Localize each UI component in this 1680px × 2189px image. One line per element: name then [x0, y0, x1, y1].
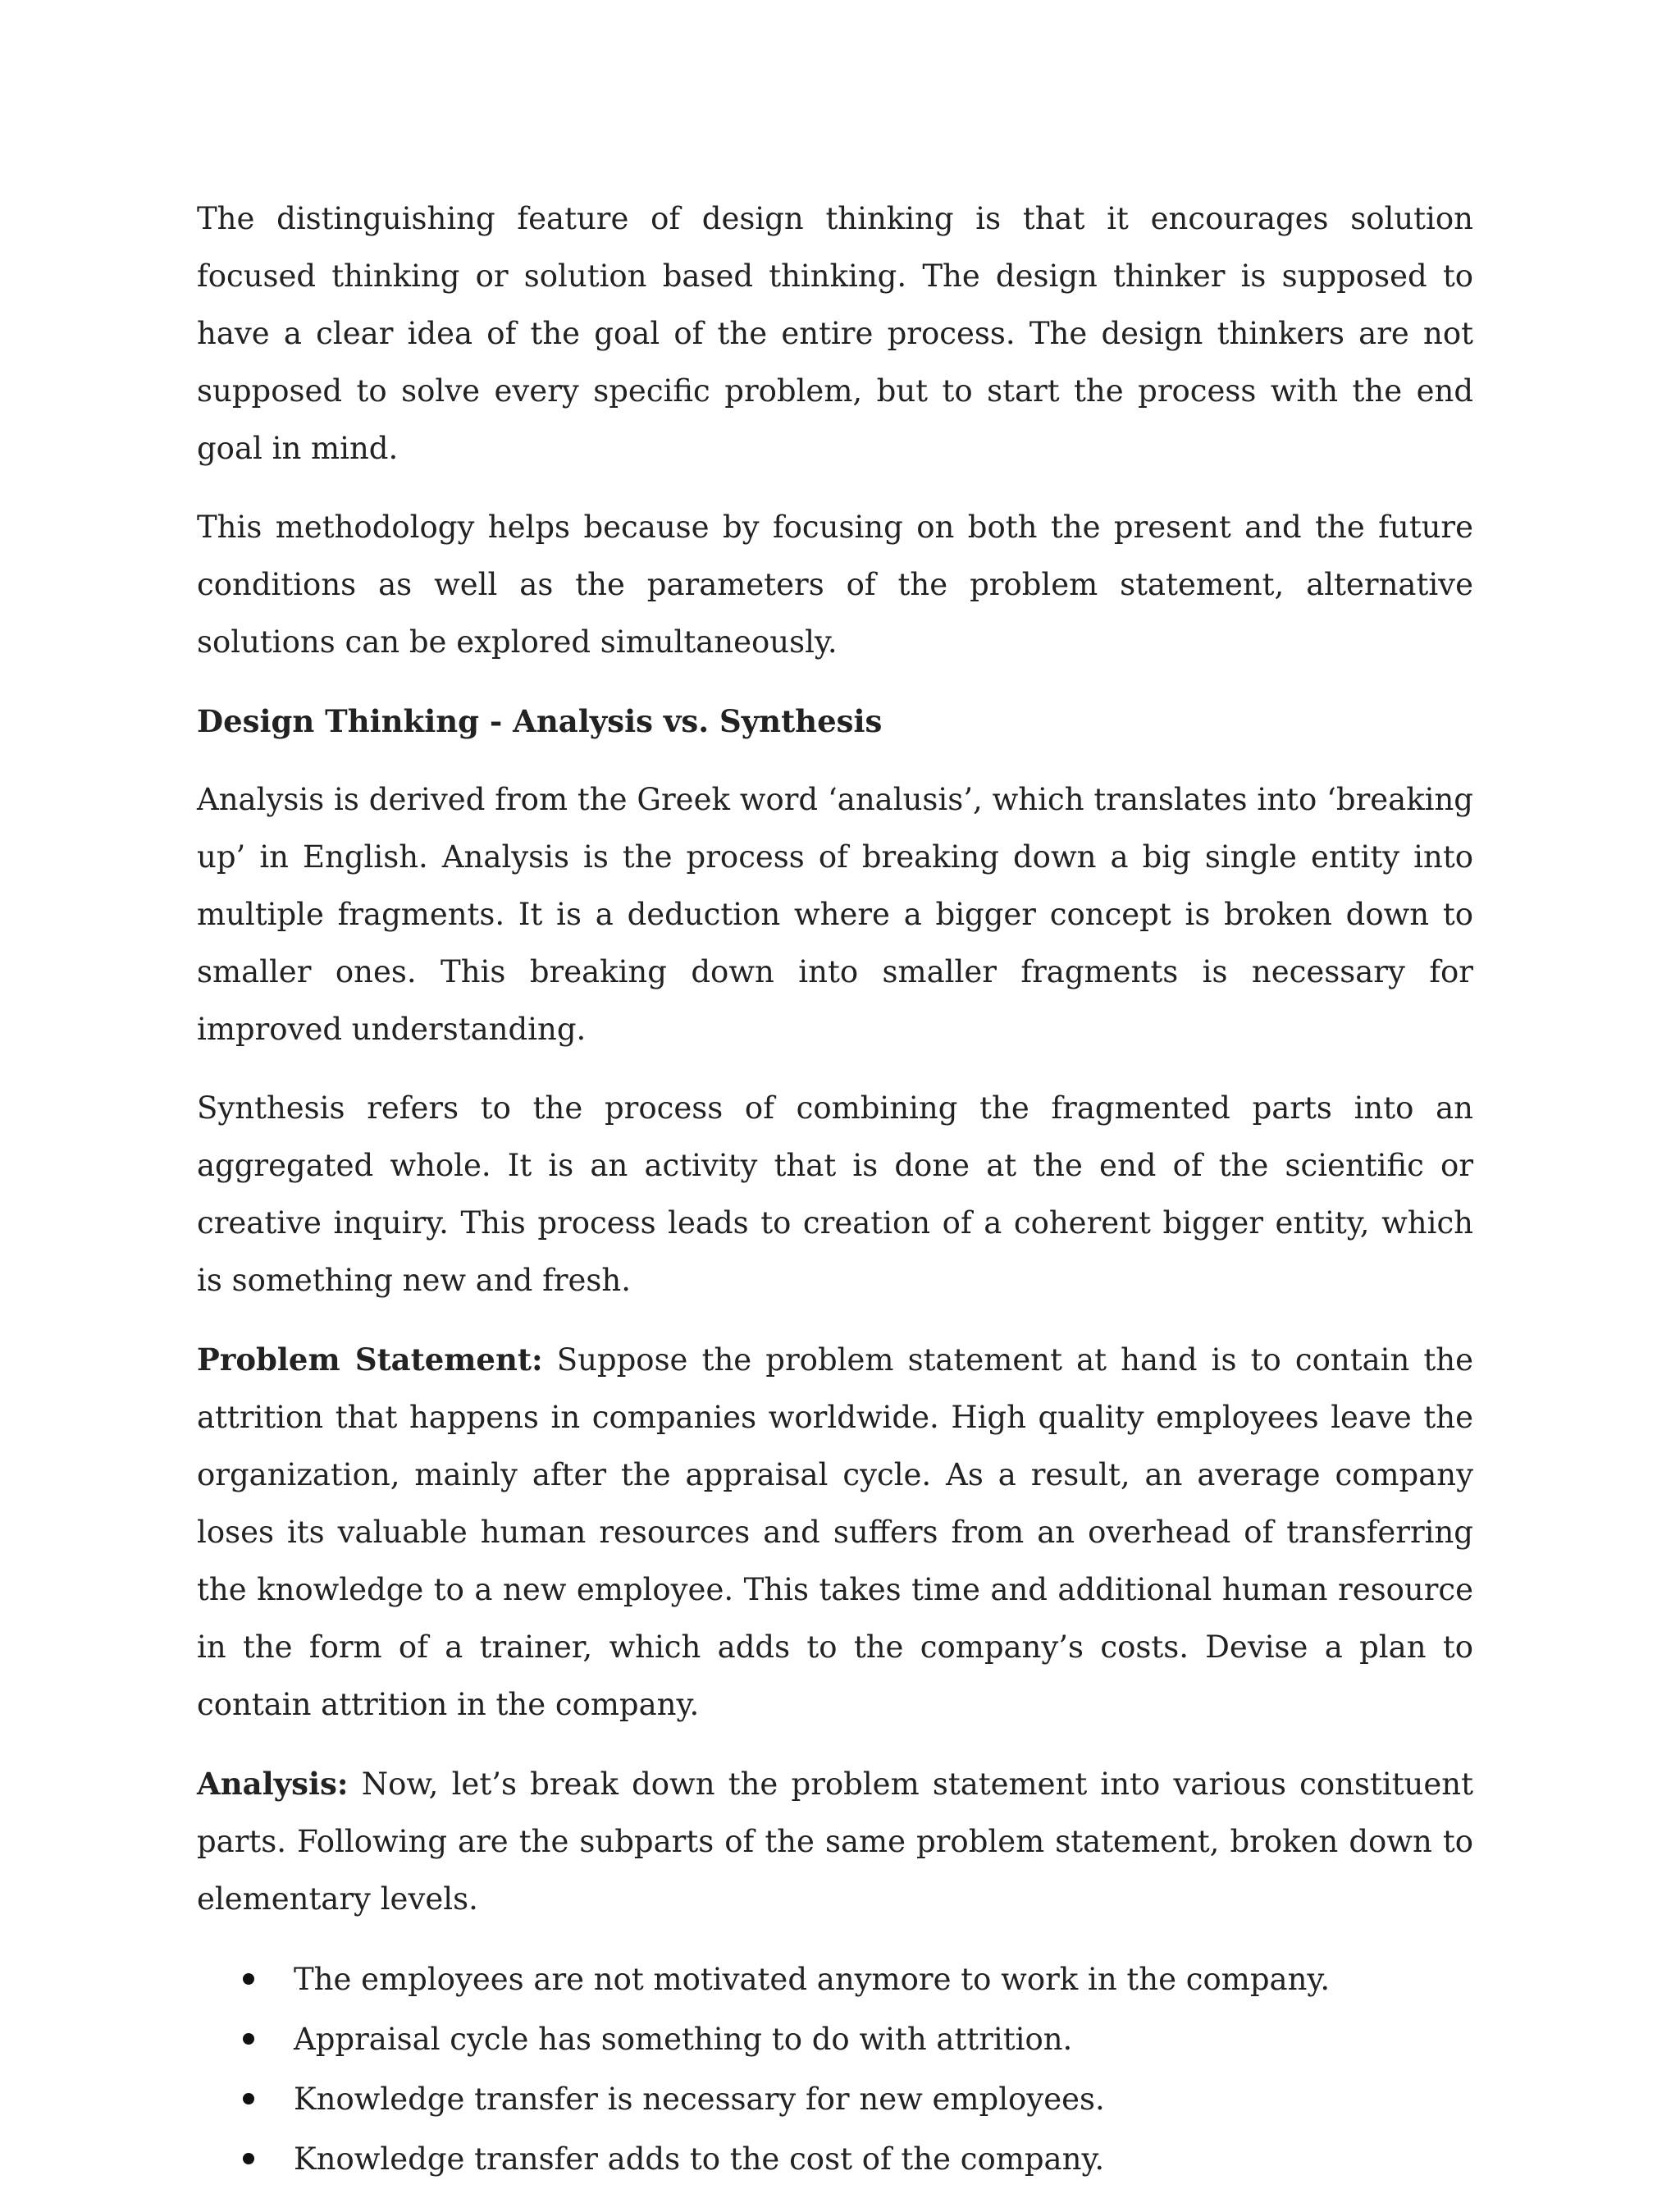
list-item [294, 2129, 1473, 2189]
paragraph-problem-statement [197, 1331, 1473, 1734]
paragraph-analysis [197, 1755, 1473, 1928]
list-item-text: Appraisal cycle has something to do with attrition. [294, 2022, 1073, 2057]
paragraph-design-thinking-feature: The distinguishing feature of design thinking is that it encourages solution focused thinking or solution based thinking. The design thinker is supposed to have a clear idea of the goal of the entire process. The design thinkers are not supposed to solve every specific problem, but to start the process with the end goal in mind. [197, 201, 1473, 466]
list-item [294, 1949, 1473, 2009]
analysis-text: Now, let’s break down the problem statement into various constituent parts. Following are the subparts of the same problem statement, broken down to elementary levels. [197, 1766, 1473, 1917]
list-item [294, 2009, 1473, 2069]
list-item-text: The employees are not motivated anymore to work in the company. [294, 1962, 1331, 1997]
document-page [197, 190, 1473, 2189]
problem-statement-label: Problem Statement: [197, 1341, 543, 1378]
subparts-list [197, 1949, 1473, 2189]
bullet-icon [243, 1973, 254, 1985]
analysis-label: Analysis: [197, 1766, 349, 1802]
list-item-text: Knowledge transfer adds to the cost of the company. [294, 2141, 1105, 2177]
bullet-icon [243, 2093, 254, 2104]
list-item-text: Knowledge transfer is necessary for new employees. [294, 2082, 1105, 2117]
bullet-icon [243, 2033, 254, 2045]
bullet-icon [243, 2153, 254, 2164]
section-heading: Design Thinking - Analysis vs. Synthesis [197, 703, 883, 739]
paragraph-analysis-definition: Analysis is derived from the Greek word ‘analusis’, which translates into ‘breaking up’ in English. Analysis is the process of breaking down a big single entity into multiple fragments. It is a deduction where a bigger concept is broken down to smaller ones. This breaking down into smaller fragments is necessary for improved understanding. [197, 782, 1473, 1047]
problem-statement-text: Suppose the problem statement at hand is to contain the attrition that happens in companies worldwide. High quality employees leave the organization, mainly after the appraisal cycle. As a result, an average company loses its valuable human resources and suffers from an overhead of transferring the knowledge to a new employee. This takes time and additional human resource in the form of a trainer, which adds to the company’s costs. Devise a plan to contain attrition in the company. [197, 1342, 1474, 1722]
paragraph-synthesis-definition: Synthesis refers to the process of combining the fragmented parts into an aggregated whole. It is an activity that is done at the end of the scientific or creative inquiry. This process leads to creation of a coherent bigger entity, which is something new and fresh. [197, 1090, 1473, 1298]
list-item [294, 2069, 1473, 2129]
paragraph-methodology: This methodology helps because by focusing on both the present and the future conditions as well as the parameters of the problem statement, alternative solutions can be explored simultaneously. [197, 510, 1473, 660]
